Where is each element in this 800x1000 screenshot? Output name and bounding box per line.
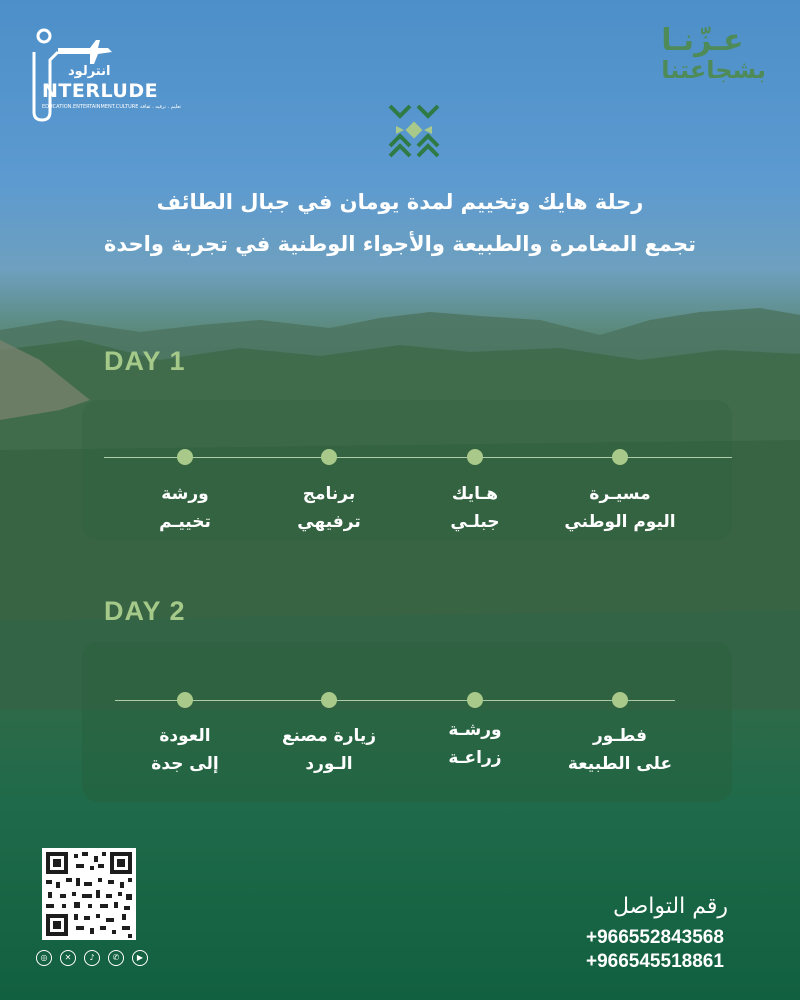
activity-line2: جبلـي [450,512,500,532]
day2-activity-4 [120,722,250,778]
instagram-icon[interactable]: ◎ [36,950,52,966]
activity-line2: زراعـة [448,748,502,768]
day2-dot-2 [467,692,483,708]
day2-dot-4 [177,692,193,708]
day1-timeline-line [104,457,732,458]
day2-dot-1 [612,692,628,708]
day2-dot-3 [321,692,337,708]
day1-activity-1 [555,480,685,536]
headline-line1: رحلة هايك وتخييم لمدة يومان في جبال الطائف [156,190,644,214]
x-icon[interactable]: ✕ [60,950,76,966]
left-logo-arabic: انترلود [68,64,111,79]
activity-line2: اليوم الوطني [564,512,676,532]
activity-line2: إلى جدة [151,754,219,774]
activity-line1: هـايك [451,484,499,504]
day2-activity-2 [410,716,540,772]
youtube-icon[interactable]: ▶ [132,950,148,966]
social-icons [36,950,148,966]
day2-activity-1 [555,722,685,778]
activity-line2: على الطبيعة [567,754,673,774]
day2-activity-3 [264,722,394,778]
day1-activity-2 [410,480,540,536]
right-logo-line1: عـزّنـا [661,23,744,58]
phone-number-1[interactable]: +966552843568 [586,927,724,948]
tiktok-icon[interactable]: ♪ [84,950,100,966]
activity-line1: برنامج [302,484,356,504]
day1-dot-4 [177,449,193,465]
activity-line1: فطـور [593,726,647,746]
right-logo [661,23,766,84]
activity-line1: ورشـة [448,720,502,740]
activity-line1: ورشة [161,484,209,504]
left-logo-english: NTERLUDE [42,80,159,102]
day1-label: DAY 1 [104,346,186,376]
day1-activity-4 [120,480,250,536]
right-logo-line2: بشجاعتنا [661,56,766,84]
day1-activity-3 [264,480,394,536]
qr-code[interactable] [42,848,136,940]
activity-line2: تخييـم [159,512,211,532]
activity-line1: مسيـرة [589,484,651,504]
day1-dot-2 [467,449,483,465]
headline-line2: تجمع المغامرة والطبيعة والأجواء الوطنية في تجربة واحدة [104,232,696,256]
day2-timeline-line [115,700,675,701]
activity-line1: العودة [159,726,211,746]
whatsapp-icon[interactable]: ✆ [108,950,124,966]
activity-line2: الـورد [305,754,353,774]
left-logo-subtitle: EDUCATION.ENTERTAINMENT.CULTURE تعليم . ترفيه . ثقافة [42,104,182,110]
day1-dot-3 [321,449,337,465]
contact-title: رقم التواصل [612,894,728,919]
day2-label: DAY 2 [104,596,186,626]
activity-line2: ترفيهي [297,512,361,532]
day1-dot-1 [612,449,628,465]
activity-line1: زيارة مصنع [281,726,377,746]
phone-number-2[interactable]: +966545518861 [586,951,724,972]
sadu-emblem-icon [386,102,442,160]
